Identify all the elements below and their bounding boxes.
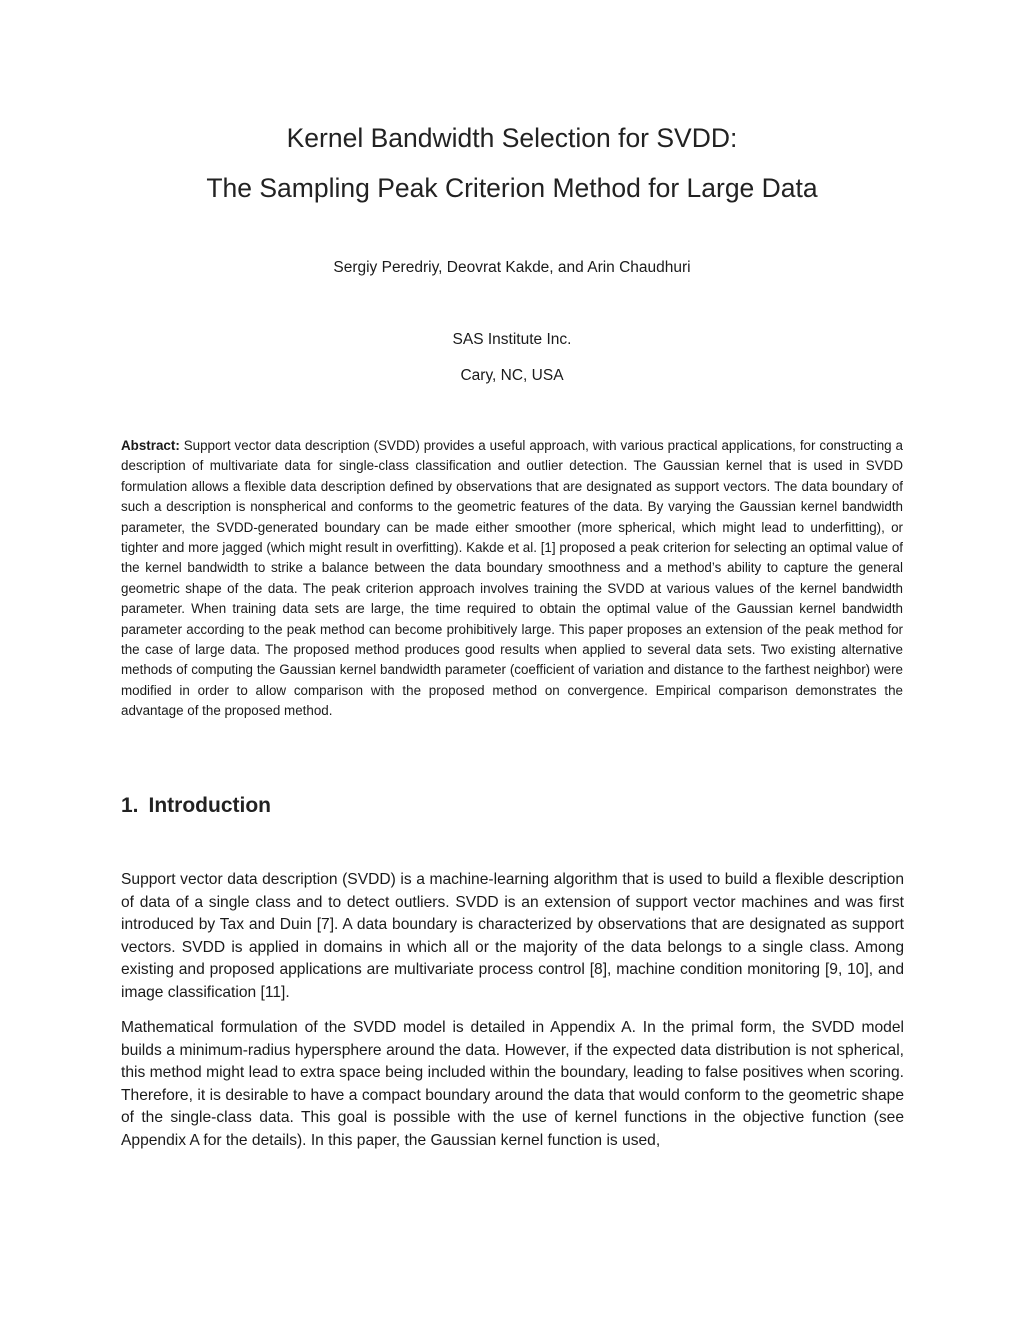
section-heading-introduction [121,793,271,818]
body-paragraph-1: Support vector data description (SVDD) is a machine-learning algorithm that is used to build a flexible description of data of a single class and to detect outliers. SVDD is an extension of support vector machines and was first introduced by Tax and Duin [7]. A data boundary is characterized by observations that are designated as support vectors. SVDD is applied in domains in which all or the majority of the data belongs to a single class. Among existing and proposed applications are multivariate process control [8], machine condition monitoring [9, 10], and image classification [11]. [121,871,904,1001]
abstract [121,436,903,722]
section-title: Introduction [148,794,271,817]
body-paragraph-2: Mathematical formulation of the SVDD model is detailed in Appendix A. In the primal form, the SVDD model builds a minimum-radius hypersphere around the data. However, if the expected data distribution is not spherical, this method might lead to extra space being included within the boundary, leading to false positives when scoring. Therefore, it is desirable to have a compact boundary around the data that would conform to the geometric shape of the single-class data. This goal is possible with the use of kernel functions in the objective function (see Appendix A for the details). In this paper, the Gaussian kernel function is used, [121,1019,904,1149]
abstract-label: Abstract: [121,438,180,453]
paper-title-line-2: The Sampling Peak Criterion Method for Large Data [206,173,818,203]
author-list: Sergiy Peredriy, Deovrat Kakde, and Arin Chaudhuri [333,259,691,276]
affiliation: SAS Institute Inc. [452,331,572,348]
abstract-text: Support vector data description (SVDD) provides a useful approach, with various practical applications, for constructing a description of multivariate data for single-class classification and outlier detection. The Gaussian kernel that is used in SVDD formulation allows a flexible data description defined by observations that are designated as support vectors. The data boundary of such a description is nonspherical and conforms to the geometric features of the data. By varying the Gaussian kernel bandwidth parameter, the SVDD-generated boundary can be made either smoother (more spherical, which might lead to underfitting), or tighter and more jagged (which might result in overfitting). Kakde et al. [1] proposed a peak criterion for selecting an optimal value of the kernel bandwidth to strike a balance between the data boundary smoothness and a method’s ability to capture the general geometric shape of the data. The peak criterion approach involves training the SVDD at various values of the kernel bandwidth parameter. When training data sets are large, the time required to obtain the optimal value of the Gaussian kernel bandwidth parameter according to the peak method can become prohibitively large. This paper proposes an extension of the peak method for the case of large data. The proposed method produces good results when applied to several data sets. Two existing alternative methods of computing the Gaussian kernel bandwidth parameter (coefficient of variation and distance to the farthest neighbor) were modified in order to allow comparison with the proposed method on convergence. Empirical comparison demonstrates the advantage of the proposed method. [121,438,903,719]
paper-title-line-1: Kernel Bandwidth Selection for SVDD: [286,123,738,153]
affiliation-location: Cary, NC, USA [460,367,564,384]
section-number: 1. [121,794,139,817]
